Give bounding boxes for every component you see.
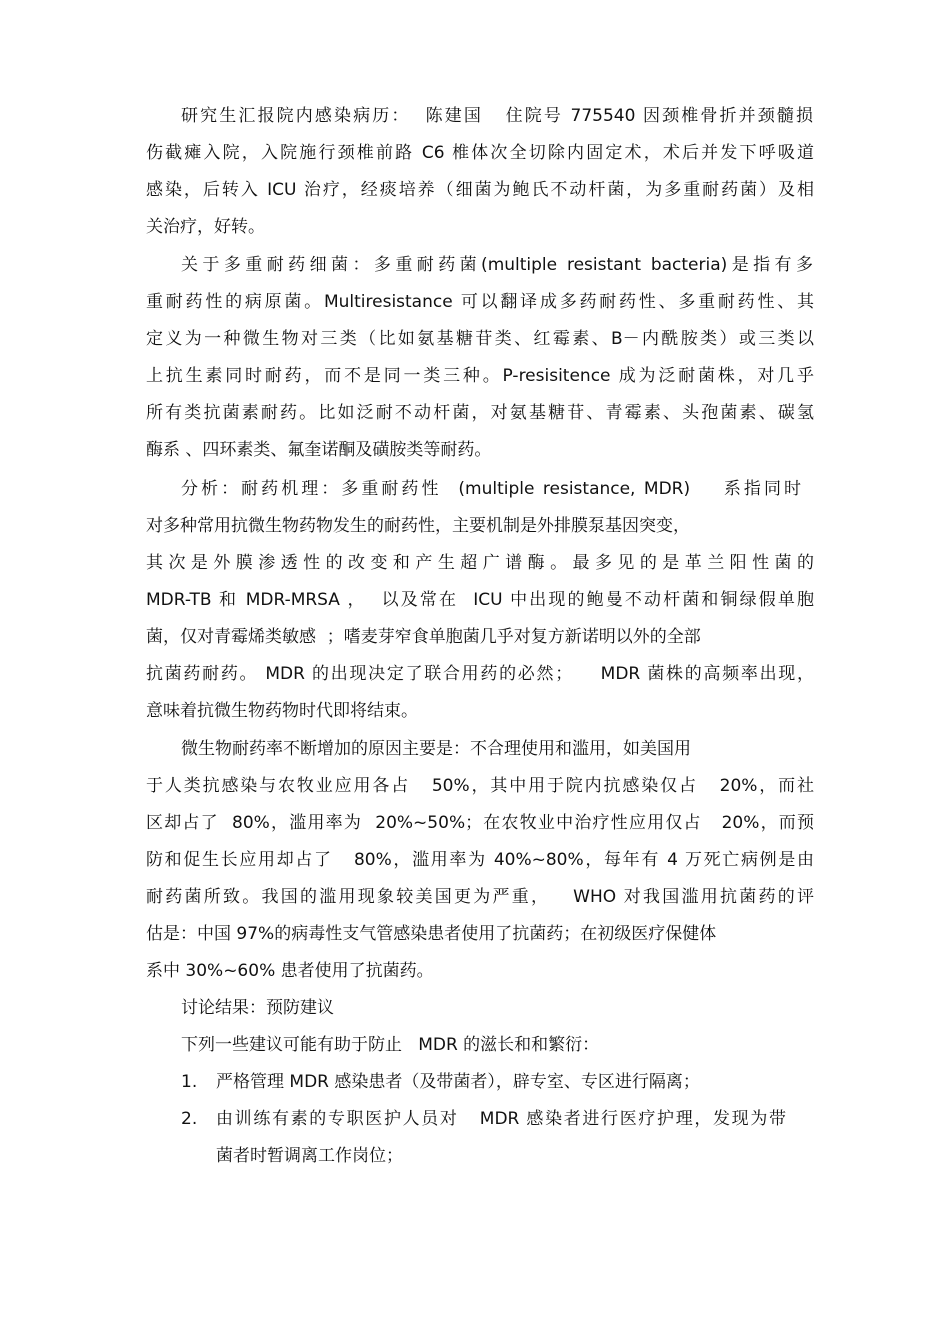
list-item: 由训练有素的专职医护人员对 MDR 感染者进行医疗护理，发现为带 — [216, 1109, 786, 1129]
text-line: 定义为一种微生物对三类（比如氨基糖苷类、红霉素、B－内酰胺类）或三类以 — [146, 329, 814, 349]
text-line: 其次是外膜渗透性的改变和产生超广谱酶。最多见的是革兰阳性菌的 — [146, 553, 814, 573]
text-line: 关治疗，好转。 — [146, 217, 265, 237]
text-line: MDR-TB 和 MDR-MRSA ， 以及常在 ICU 中出现的鲍曼不动杆菌和铜绿假单胞 — [146, 590, 814, 610]
text-line: 关于多重耐药细菌：多重耐药菌(multiple resistant bacteria)是指有多 — [181, 255, 813, 275]
text-line: 分析：耐药机理：多重耐药性 (multiple resistance, MDR) 系指同时 — [181, 479, 801, 499]
text-line: 上抗生素同时耐药，而不是同一类三种。P-resisitence 成为泛耐菌株，对几乎 — [146, 366, 814, 386]
list-item: 严格管理 MDR 感染患者（及带菌者），辟专室、专区进行隔离； — [216, 1072, 700, 1092]
text-line: 防和促生长应用却占了 80%，滥用率为 40%~80%，每年有 4 万死亡病例是由 — [146, 850, 814, 870]
text-line: 系中 30%~60% 患者使用了抗菌药。 — [146, 961, 434, 981]
text-line: 感染，后转入 ICU 治疗，经痰培养（细菌为鲍氏不动杆菌，为多重耐药菌）及相 — [146, 180, 814, 200]
list-item-continuation: 菌者时暂调离工作岗位； — [216, 1146, 403, 1166]
text-line: 伤截瘫入院，入院施行颈椎前路 C6 椎体次全切除内固定术，术后并发下呼吸道 — [146, 143, 814, 163]
text-line: 对多种常用抗微生物药物发生的耐药性，主要机制是外排膜泵基因突变， — [146, 516, 690, 536]
text-line: 酶系 、四环素类、氟奎诺酮及磺胺类等耐药。 — [146, 440, 492, 460]
text-line: 估是：中国 97%的病毒性支气管感染患者使用了抗菌药；在初级医疗保健体 — [146, 924, 717, 944]
list-marker: 2. — [181, 1109, 198, 1129]
text-line: 重耐药性的病原菌。Multiresistance 可以翻译成多药耐药性、多重耐药性、其 — [146, 292, 814, 312]
text-line: 研究生汇报院内感染病历： 陈建国 住院号 775540 因颈椎骨折并颈髓损 — [181, 106, 813, 126]
text-line: 下列一些建议可能有助于防止 MDR 的滋长和和繁衍： — [181, 1035, 600, 1055]
text-line: 意味着抗微生物药物时代即将结束。 — [146, 701, 418, 721]
text-line: 菌，仅对青霉烯类敏感 ；嗜麦芽窄食单胞菌几乎对复方新诺明以外的全部 — [146, 627, 701, 647]
text-line: 抗菌药耐药。 MDR 的出现决定了联合用药的必然； MDR 菌株的高频率出现， — [146, 664, 814, 684]
text-line: 于人类抗感染与农牧业应用各占 50%，其中用于院内抗感染仅占 20%，而社 — [146, 776, 814, 796]
text-line: 微生物耐药率不断增加的原因主要是：不合理使用和滥用，如美国用 — [181, 739, 691, 759]
section-heading: 讨论结果：预防建议 — [181, 998, 334, 1018]
text-line: 所有类抗菌素耐药。比如泛耐不动杆菌，对氨基糖苷、青霉素、头孢菌素、碳氢 — [146, 403, 814, 423]
text-line: 区却占了 80%，滥用率为 20%~50%；在农牧业中治疗性应用仅占 20%，而预 — [146, 813, 814, 833]
text-line: 耐药菌所致。我国的滥用现象较美国更为严重， WHO 对我国滥用抗菌药的评 — [146, 887, 814, 907]
list-marker: 1. — [181, 1072, 198, 1092]
